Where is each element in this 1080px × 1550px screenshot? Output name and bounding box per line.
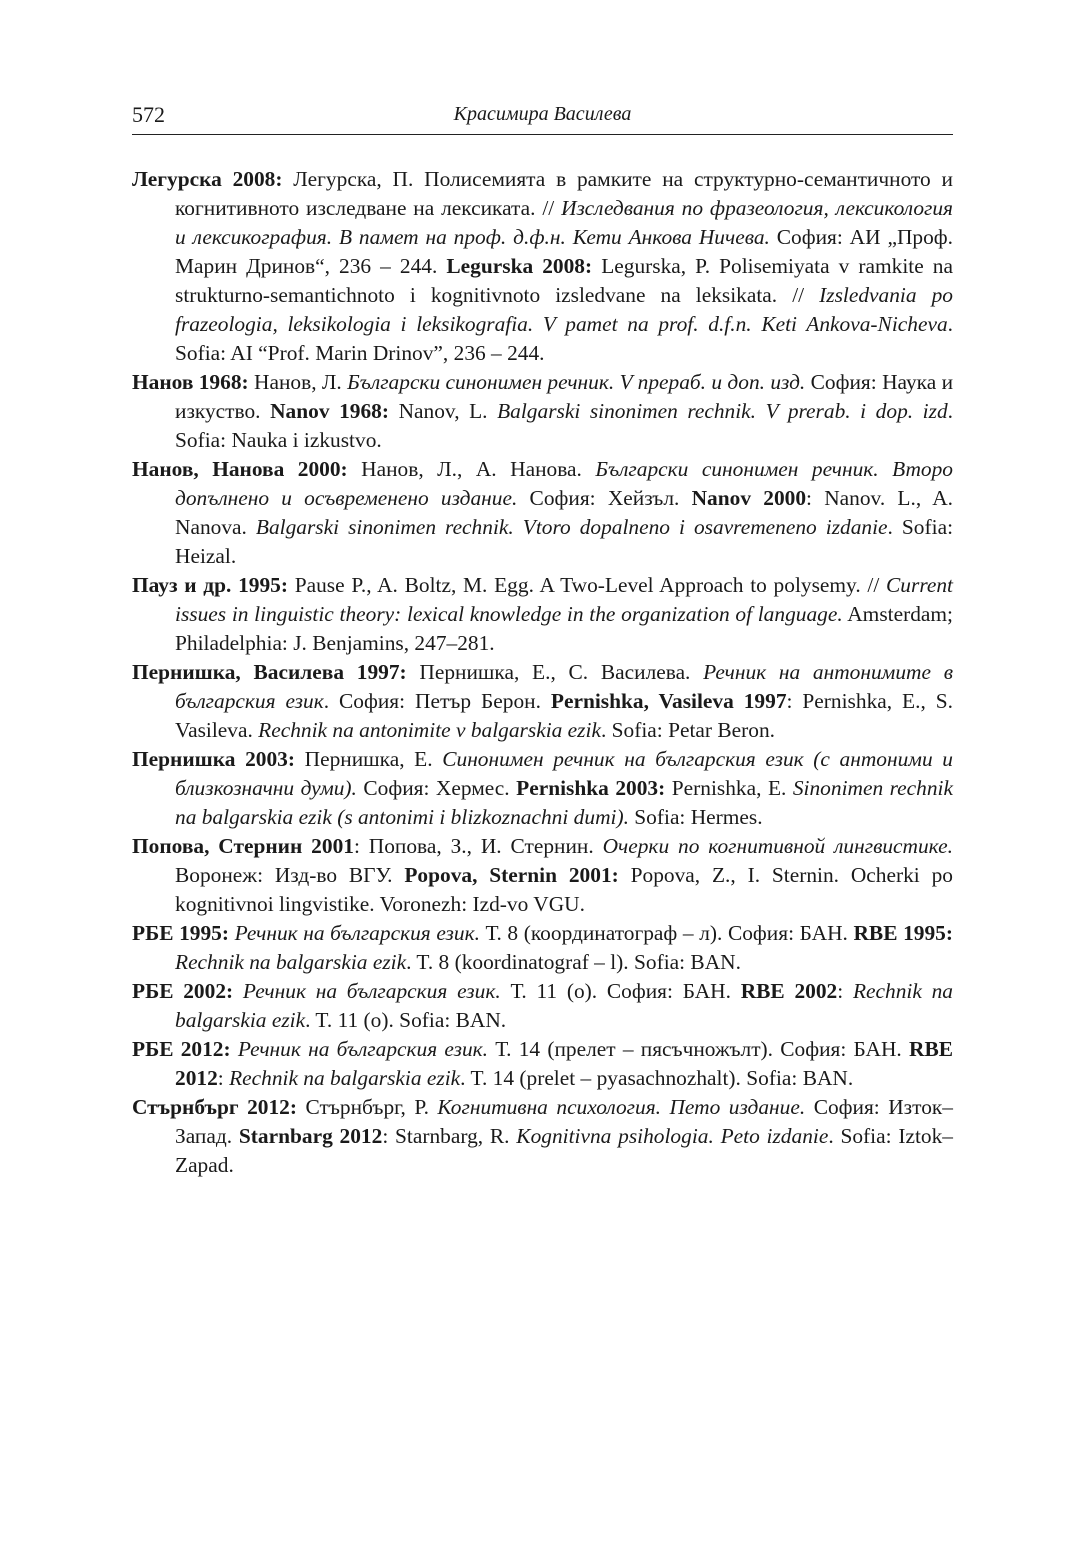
- reference-text: София: АИ „Проф. Марин Дринов“, 236 – 244.: [175, 225, 953, 278]
- reference-title: Изследвания по фразеология, лексикология и лексикография. В памет на проф. д.ф.н. Кети Анкова Ничева.: [175, 196, 953, 249]
- reference-key: Нанов 1968:: [132, 370, 249, 394]
- reference-text: Т. 14 (прелет – пясъчножълт). София: БАН.: [488, 1037, 910, 1061]
- reference-entry: [132, 832, 953, 919]
- reference-text: . Sofia: Iztok–Zapad.: [175, 1124, 953, 1177]
- reference-key: Легурска 2008:: [132, 167, 283, 191]
- reference-text: Sofia: Hermes.: [628, 805, 763, 829]
- running-title: Красимира Василева: [453, 103, 632, 125]
- reference-entry: [132, 1035, 953, 1093]
- reference-text: : Попова, З., И. Стернин.: [353, 834, 603, 858]
- reference-text: . Sofia: Heizal.: [175, 515, 954, 568]
- reference-title: Rechnik na balgarskia ezik: [175, 950, 407, 974]
- reference-text: Пернишка, Е.: [294, 747, 443, 771]
- reference-key: РБЕ 1995:: [132, 921, 229, 945]
- reference-entry: [132, 745, 953, 832]
- reference-text: . T. 14 (prelet – pyasachnozhalt). Sofia: BAN.: [460, 1066, 854, 1090]
- reference-title: Balgarski sinonimen rechnik. V prerab. i dop. izd: [497, 399, 948, 423]
- reference-title: Sinonimen rechnik na balgarskia ezik (s antonimi i blizkoznachni dumi).: [175, 776, 953, 829]
- reference-text: Pernishka, E.: [665, 776, 793, 800]
- reference-entry: [132, 571, 953, 658]
- reference-text: Нанов, Л., А. Нанова.: [347, 457, 596, 481]
- reference-text: . T. 8 (koordinatograf – l). Sofia: BAN.: [406, 950, 741, 974]
- reference-entry: [132, 658, 953, 745]
- reference-text: . София: Петър Берон.: [323, 689, 551, 713]
- reference-title: Когнитивна психология. Пето издание.: [437, 1095, 806, 1119]
- reference-entry: [132, 1093, 953, 1180]
- reference-text: [233, 979, 243, 1003]
- reference-text: . Sofia: AI “Prof. Marin Drinov”, 236 – 244.: [175, 312, 953, 365]
- reference-title: Синонимен речник на българския език (с антоними и близкозначни думи).: [175, 747, 953, 800]
- reference-key: Nanov 1968:: [270, 399, 389, 423]
- reference-text: Popova, Z., I. Sternin. Ocherki po kognitivnoi lingvistike. Voronezh: Izd-vo VGU.: [175, 863, 953, 916]
- reference-title: Izsledvania po frazeologia, leksikologia i leksikografia. V pamet na prof. d.f.n. Keti Ankova-Nicheva: [175, 283, 953, 336]
- reference-text: [231, 1037, 238, 1061]
- reference-text: . Sofia: Petar Beron.: [600, 718, 775, 742]
- reference-title: Rechnik na antonimite v balgarskia ezik: [258, 718, 601, 742]
- reference-text: . Sofia: Nauka i izkustvo.: [175, 399, 954, 452]
- reference-text: Pause P., A. Boltz, M. Egg. A Two-Level Approach to polysemy. //: [288, 573, 887, 597]
- reference-title: Речник на българския език.: [234, 921, 480, 945]
- reference-key: Нанов, Нанова 2000:: [132, 457, 348, 481]
- reference-title: Речник на българския език.: [237, 1037, 488, 1061]
- reference-title: Български синонимен речник. Второ допълнено и осъвременено издание.: [175, 457, 954, 510]
- reference-title: Български синонимен речник. V прераб. и доп. изд.: [347, 370, 806, 394]
- reference-text: Amsterdam; Philadelphia: J. Benjamins, 247–281.: [175, 602, 953, 655]
- reference-text: :: [837, 979, 853, 1003]
- reference-text: . T. 11 (o). Sofia: BAN.: [305, 1008, 507, 1032]
- reference-key: Попова, Стернин 2001: [132, 834, 354, 858]
- reference-text: Нанов, Л.: [248, 370, 348, 394]
- reference-text: Т. 8 (координатограф – л). София: БАН.: [479, 921, 854, 945]
- reference-key: RBE 2012: [175, 1037, 953, 1090]
- reference-text: : Nanov. L., A. Nanova.: [175, 486, 954, 539]
- reference-entry: [132, 368, 953, 455]
- reference-title: Rechnik na balgarskia ezik: [229, 1066, 461, 1090]
- reference-key: Starnbarg 2012: [238, 1124, 383, 1148]
- reference-text: Стърнбърг, Р.: [297, 1095, 438, 1119]
- reference-entry: [132, 919, 953, 977]
- reference-text: Т. 11 (о). София: БАН.: [500, 979, 741, 1003]
- reference-title: Current issues in linguistic theory: lexical knowledge in the organization of language.: [175, 573, 953, 626]
- reference-entry: [132, 165, 953, 368]
- reference-key: Стърнбърг 2012:: [132, 1095, 298, 1119]
- page-number: 572: [132, 102, 165, 127]
- reference-title: Речник на антонимите в българския език: [175, 660, 953, 713]
- reference-key: Popova, Sternin 2001:: [404, 863, 619, 887]
- reference-key: Pernishka, Vasileva 1997: [550, 689, 787, 713]
- reference-text: Воронеж: Изд-во ВГУ.: [175, 863, 405, 887]
- reference-key: Пауз и др. 1995:: [132, 573, 288, 597]
- reference-text: София: Наука и изкуство.: [175, 370, 954, 423]
- reference-key: RBE 1995:: [853, 921, 953, 945]
- reference-text: Nanov, L.: [389, 399, 498, 423]
- reference-entry: [132, 455, 953, 571]
- reference-text: : Starnbarg, R.: [382, 1124, 517, 1148]
- reference-title: Rechnik na balgarskia ezik: [175, 979, 954, 1032]
- reference-title: Balgarski sinonimen rechnik. Vtoro dopalneno i osavremeneno izdanie: [255, 515, 888, 539]
- reference-text: : Pernishka, E., S. Vasileva.: [175, 689, 953, 742]
- reference-text: Legurska, P. Polisemiyata v ramkite na strukturno-semantichnoto i kognitivnoto izsledvane na leksikata. //: [175, 254, 953, 307]
- reference-title: Kognitivna psihologia. Peto izdanie: [516, 1124, 829, 1148]
- reference-key: РБЕ 2002:: [132, 979, 234, 1003]
- reference-key: Legurska 2008:: [446, 254, 593, 278]
- reference-list: [132, 165, 953, 1180]
- reference-key: Nanov 2000: [691, 486, 807, 510]
- reference-title: Речник на българския език.: [242, 979, 501, 1003]
- reference-title: Очерки по когнитивной лингвистике.: [602, 834, 953, 858]
- reference-key: РБЕ 2012:: [132, 1037, 231, 1061]
- reference-text: София: Хейзъл.: [517, 486, 692, 510]
- reference-text: :: [217, 1066, 230, 1090]
- reference-key: Пернишка, Василева 1997:: [132, 660, 407, 684]
- reference-text: Пернишка, Е., С. Василева.: [406, 660, 704, 684]
- reference-text: София: Изток–Запад.: [175, 1095, 953, 1148]
- reference-key: Pernishka 2003:: [516, 776, 666, 800]
- reference-text: Легурска, П. Полисемията в рамките на структурно-семантичното и когнитивното изследване на лексиката. //: [175, 167, 953, 220]
- reference-key: Пернишка 2003:: [132, 747, 295, 771]
- reference-text: София: Хермес.: [356, 776, 517, 800]
- reference-key: RBE 2002: [740, 979, 838, 1003]
- reference-entry: [132, 977, 953, 1035]
- running-header: [132, 100, 953, 135]
